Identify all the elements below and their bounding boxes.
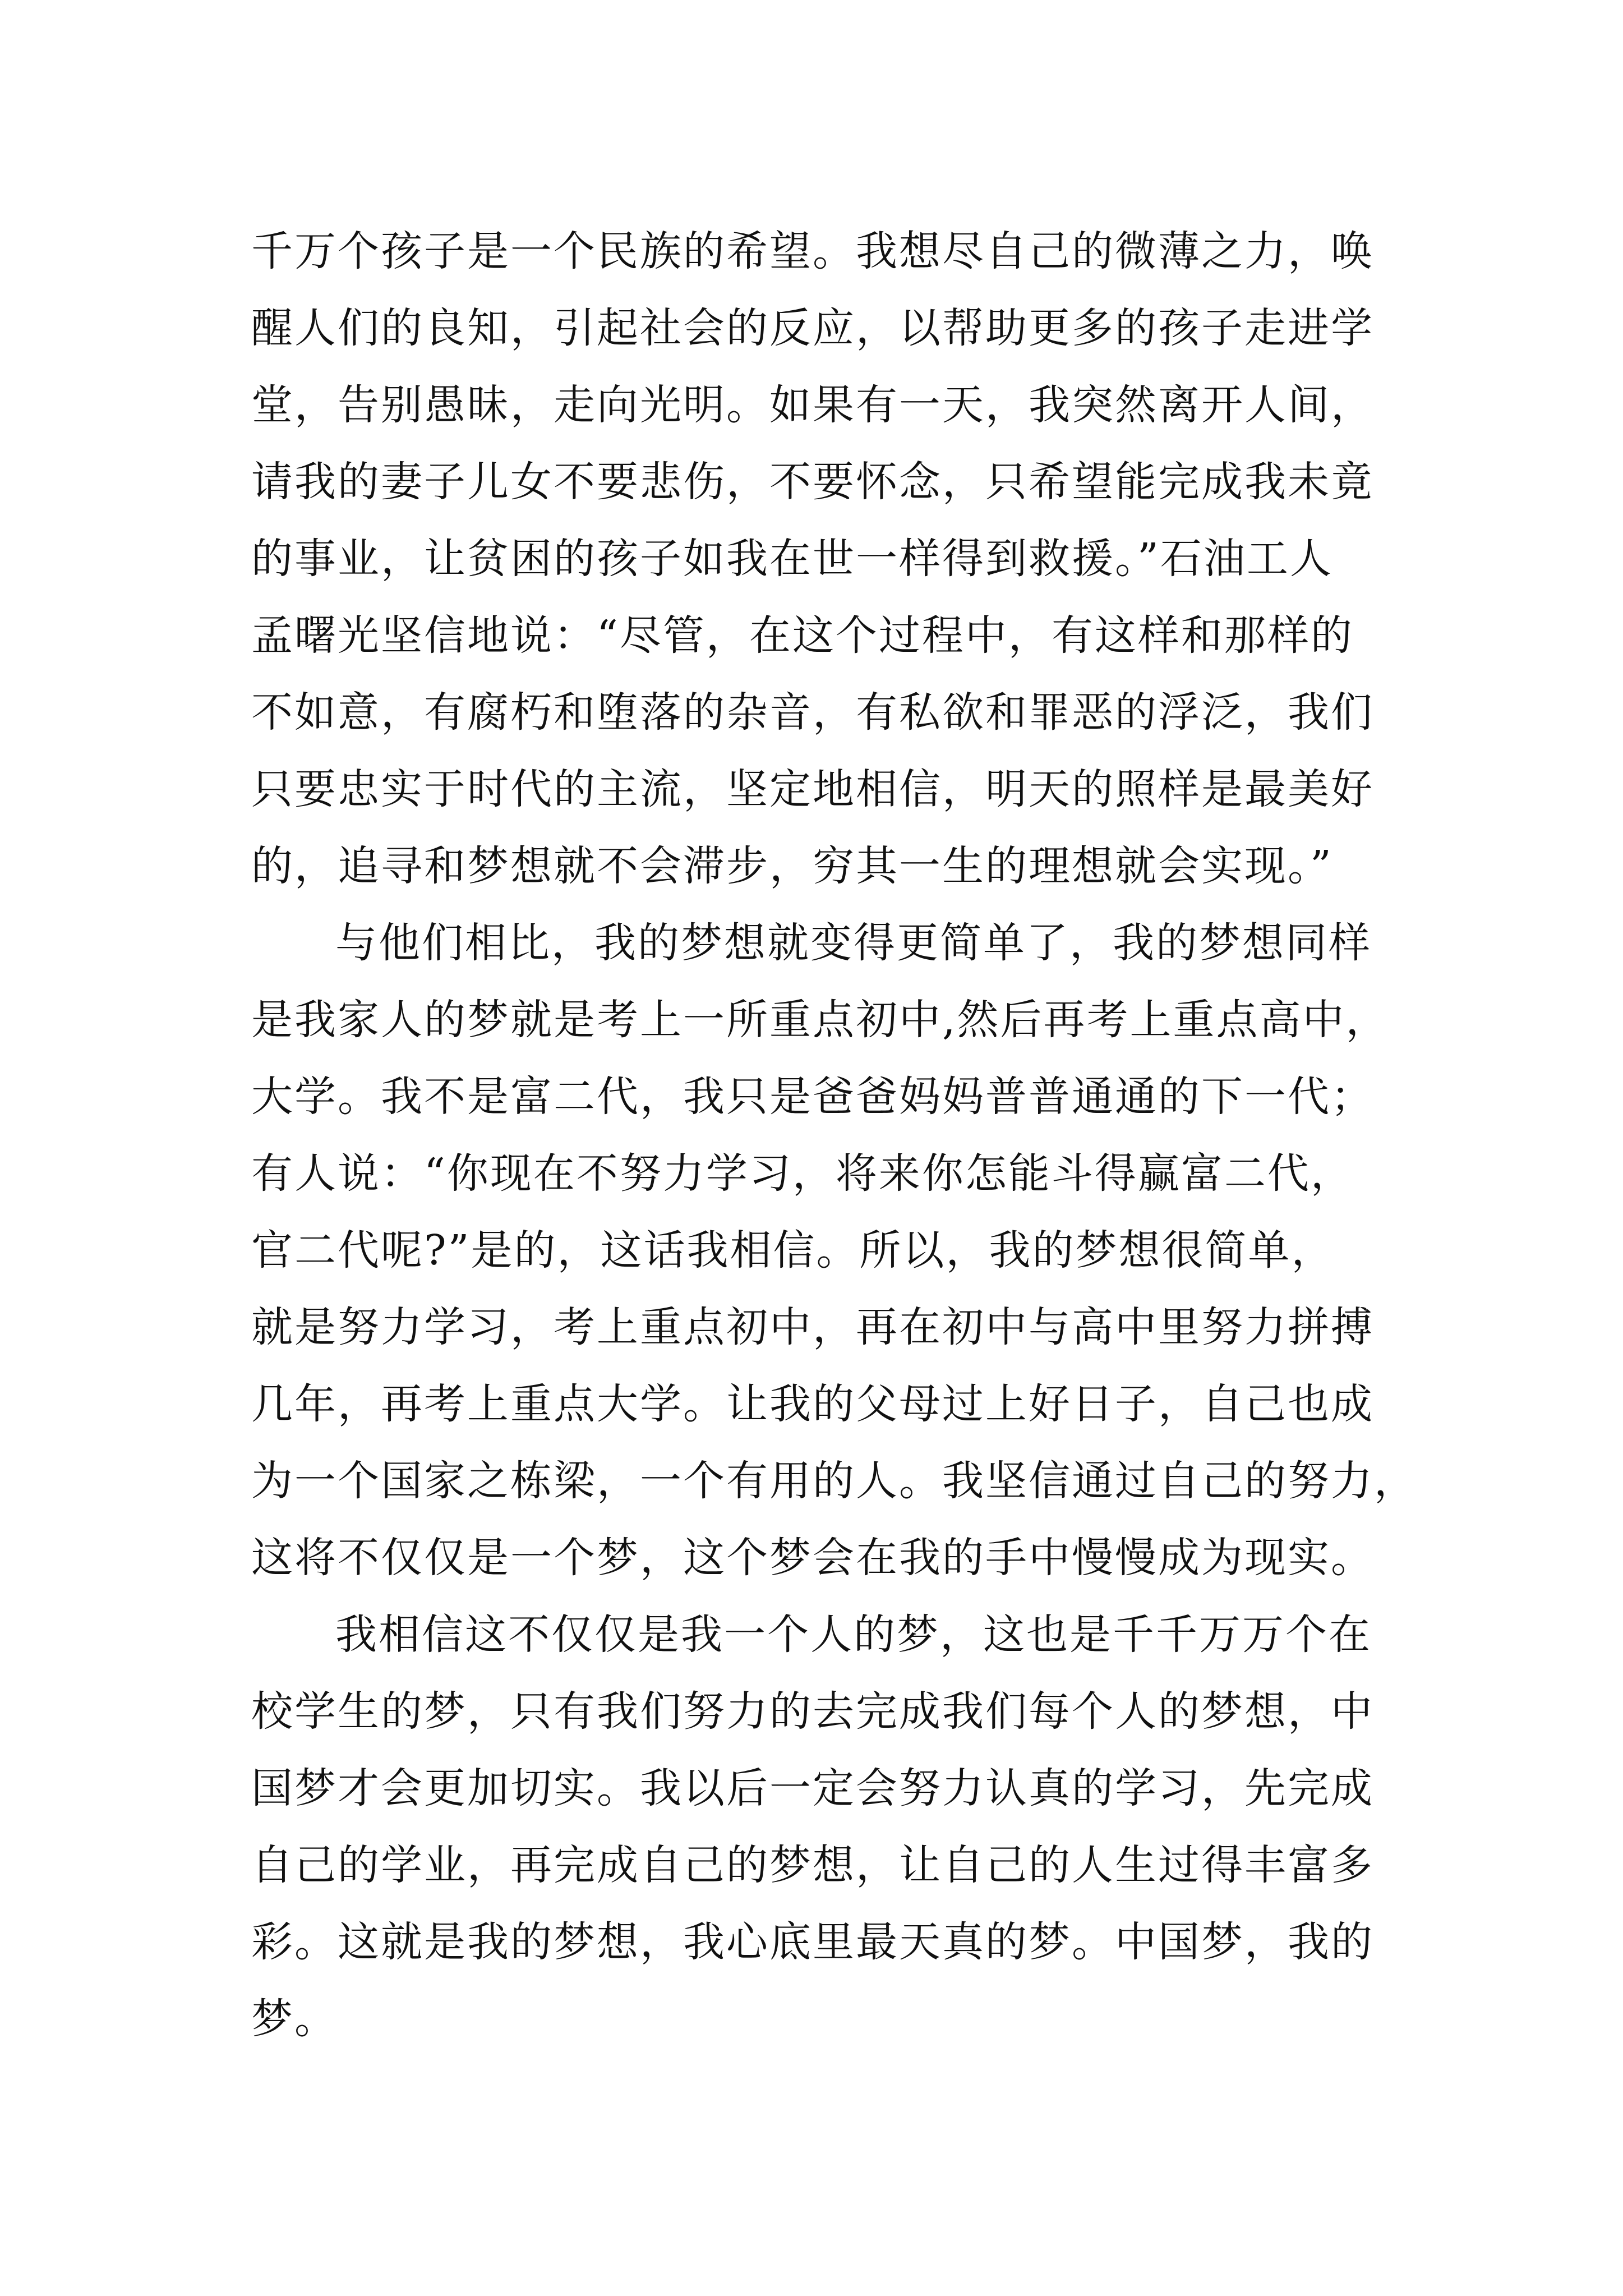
paragraph-first-line: 我相信这不仅仅是我一个人的梦，这也是千千万万个在 [335, 1611, 1372, 1659]
text-line: 校学生的梦，只有我们努力的去完成我们每个人的梦想，中 [251, 1687, 1374, 1736]
text-line: 梦。 [251, 1995, 338, 2043]
text-line: 官二代呢?”是的，这话我相信。所以，我的梦想很简单， [251, 1226, 1335, 1274]
text-line: 是我家人的梦就是考上一所重点初中,然后再考上重点高中， [251, 996, 1389, 1044]
text-line: 的，追寻和梦想就不会滞步，穷其一生的理想就会实现。” [251, 842, 1333, 890]
paragraph-first-line: 与他们相比，我的梦想就变得更简单了，我的梦想同样 [335, 919, 1372, 967]
text-line: 这将不仅仅是一个梦，这个梦会在我的手中慢慢成为现实。 [251, 1534, 1374, 1582]
document-body [251, 213, 1429, 2058]
text-line: 孟曙光坚信地说：“尽管，在这个过程中，有这样和那样的 [251, 611, 1354, 660]
text-line: 请我的妻子儿女不要悲伤，不要怀念，只希望能完成我未竟 [251, 458, 1374, 506]
text-line: 就是努力学习，考上重点初中，再在初中与高中里努力拼搏 [251, 1303, 1374, 1351]
text-line: 几年，再考上重点大学。让我的父母过上好日子，自己也成 [251, 1380, 1374, 1428]
text-line: 醒人们的良知，引起社会的反应，以帮助更多的孩子走进学 [251, 304, 1374, 352]
text-line: 堂，告别愚昧，走向光明。如果有一天，我突然离开人间， [251, 381, 1374, 429]
text-line: 的事业，让贫困的孩子如我在世一样得到救援。”石油工人 [251, 535, 1333, 583]
text-line: 千万个孩子是一个民族的希望。我想尽自己的微薄之力，唤 [251, 227, 1374, 275]
text-line: 自己的学业，再完成自己的梦想，让自己的人生过得丰富多 [251, 1841, 1374, 1889]
text-line: 不如意，有腐朽和堕落的杂音，有私欲和罪恶的浮泛，我们 [251, 688, 1374, 737]
text-line: 为一个国家之栋梁，一个有用的人。我坚信通过自己的努力， [251, 1457, 1417, 1505]
text-line: 国梦才会更加切实。我以后一定会努力认真的学习，先完成 [251, 1764, 1374, 1812]
text-line: 大学。我不是富二代，我只是爸爸妈妈普普通通的下一代； [251, 1073, 1374, 1121]
text-line: 只要忠实于时代的主流，坚定地相信，明天的照样是最美好 [251, 765, 1374, 813]
text-line: 有人说：“你现在不努力学习，将来你怎能斗得赢富二代， [251, 1149, 1354, 1198]
text-line: 彩。这就是我的梦想，我心底里最天真的梦。中国梦，我的 [251, 1918, 1374, 1966]
